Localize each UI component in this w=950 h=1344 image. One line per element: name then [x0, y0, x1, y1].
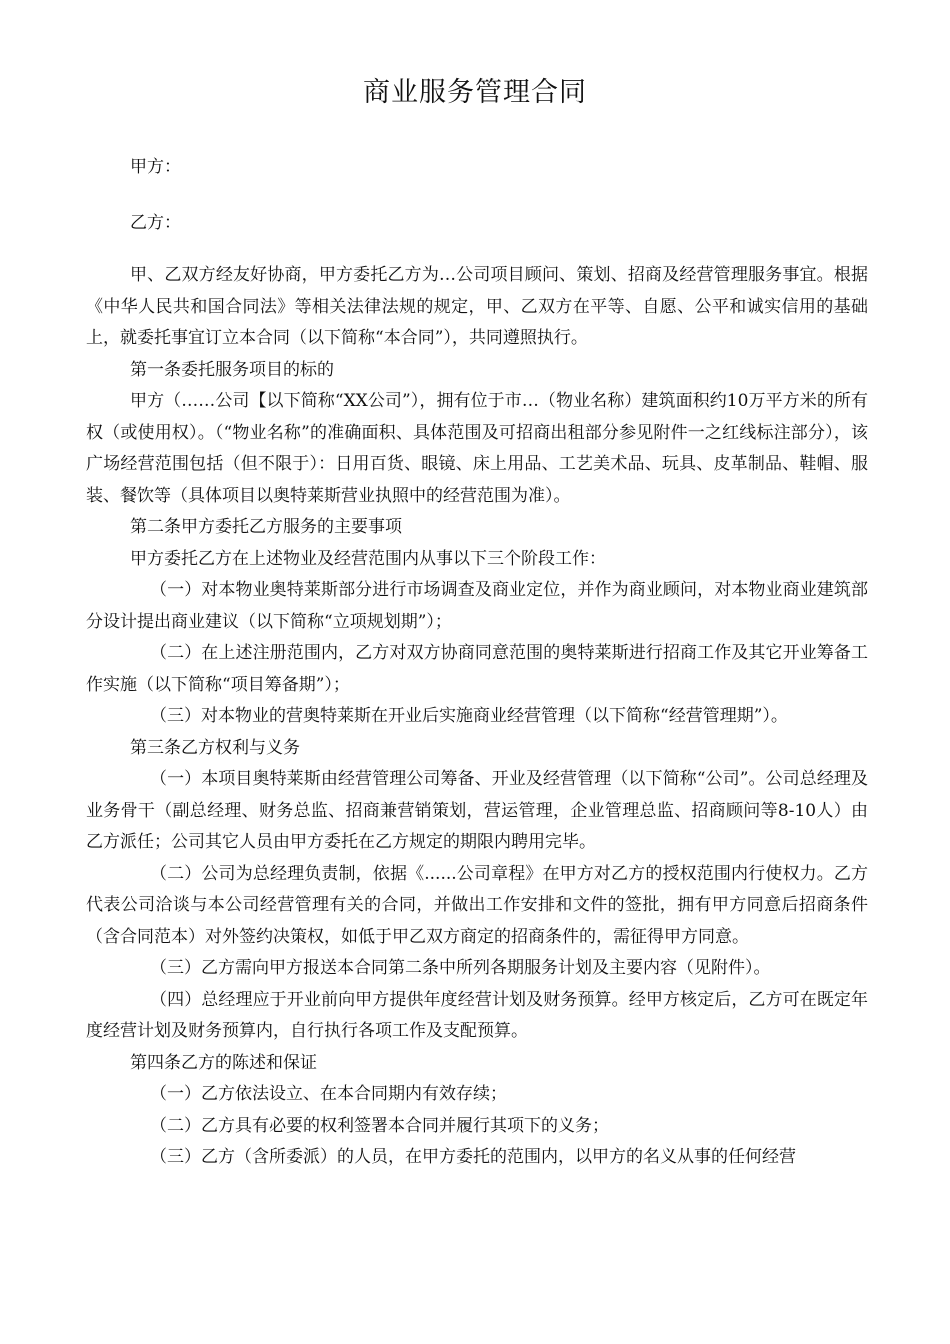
article-3-item-2: （二）公司为总经理负责制，依据《......公司章程》在甲方对乙方的授权范围内行使权力。乙方代表公司洽谈与本公司经营管理有关的合同，并做出工作安排和文件的签批，拥有甲方同意后招商条件（含合同范本）对外签约决策权，如低于甲乙双方商定的招商条件的，需征得甲方同意。: [86, 863, 868, 947]
article-3-item-4: （四）总经理应于开业前向甲方提供年度经营计划及财务预算。经甲方核定后，乙方可在既定年度经营计划及财务预算内，自行执行各项工作及支配预算。: [86, 989, 868, 1041]
article-2-item-1: （一）对本物业奥特莱斯部分进行市场调查及商业定位，并作为商业顾问，对本物业商业建筑部分设计提出商业建议（以下简称“立项规划期”）；: [86, 580, 868, 632]
article-4-item-3: （三）乙方（含所委派）的人员，在甲方委托的范围内，以甲方的名义从事的任何经营: [150, 1147, 796, 1167]
preamble-paragraph: 甲、乙双方经友好协商，甲方委托乙方为…公司项目顾问、策划、招商及经营管理服务事宜。根据《中华人民共和国合同法》等相关法律法规的规定，甲、乙双方在平等、自愿、公平和诚实信用的基础上，就委托事宜订立本合同（以下简称“本合同”），共同遵照执行。: [86, 265, 868, 348]
article-3-item-1: （一）本项目奥特莱斯由经营管理公司筹备、开业及经营管理（以下简称“公司”。公司总经理及业务骨干（副总经理、财务总监、招商兼营销策划，营运管理，企业管理总监、招商顾问等8-10人）由乙方派任；公司其它人员由甲方委托在乙方规定的期限内聘用完毕。: [86, 769, 868, 852]
article-1-heading: 第一条委托服务项目的标的: [130, 359, 334, 380]
article-4-item-1: （一）乙方依法设立、在本合同期内有效存续；: [150, 1084, 507, 1104]
document-title: 商业服务管理合同: [363, 77, 587, 108]
article-2-item-2: （二）在上述注册范围内，乙方对双方协商同意范围的奥特莱斯进行招商工作及其它开业筹备工作实施（以下简称“项目筹备期”）；: [86, 643, 868, 695]
article-3-item-3: （三）乙方需向甲方报送本合同第二条中所列各期服务计划及主要内容（见附件）。: [150, 958, 771, 978]
party-b-label: 乙方：: [130, 213, 181, 233]
article-2-heading: 第二条甲方委托乙方服务的主要事项: [130, 517, 402, 537]
article-1-paragraph: 甲方（……公司【以下简称“XX公司”），拥有位于市…（物业名称）建筑面积约10万平方米的所有权（或使用权）。（“物业名称”的准确面积、具体范围及可招商出租部分参见附件一之红线标注部分），该广场经营范围包括（但不限于）：日用百货、眼镜、床上用品、工艺美术品、玩具、皮革制品、鞋帽、服装、餐饮等（具体项目以奥特莱斯营业执照中的经营范围为准）。: [86, 391, 868, 506]
article-2-item-3: （三）对本物业的营奥特莱斯在开业后实施商业经营管理（以下简称“经营管理期”）。: [150, 706, 788, 726]
article-3-heading: 第三条乙方权利与义务: [130, 737, 300, 758]
article-4-item-2: （二）乙方具有必要的权利签署本合同并履行其项下的义务；: [150, 1115, 609, 1136]
article-4-heading: 第四条乙方的陈述和保证: [130, 1052, 317, 1073]
contract-body: [86, 260, 868, 1174]
article-2-intro: 甲方委托乙方在上述物业及经营范围内从事以下三个阶段工作：: [130, 548, 606, 569]
party-a-label: 甲方：: [130, 157, 181, 177]
